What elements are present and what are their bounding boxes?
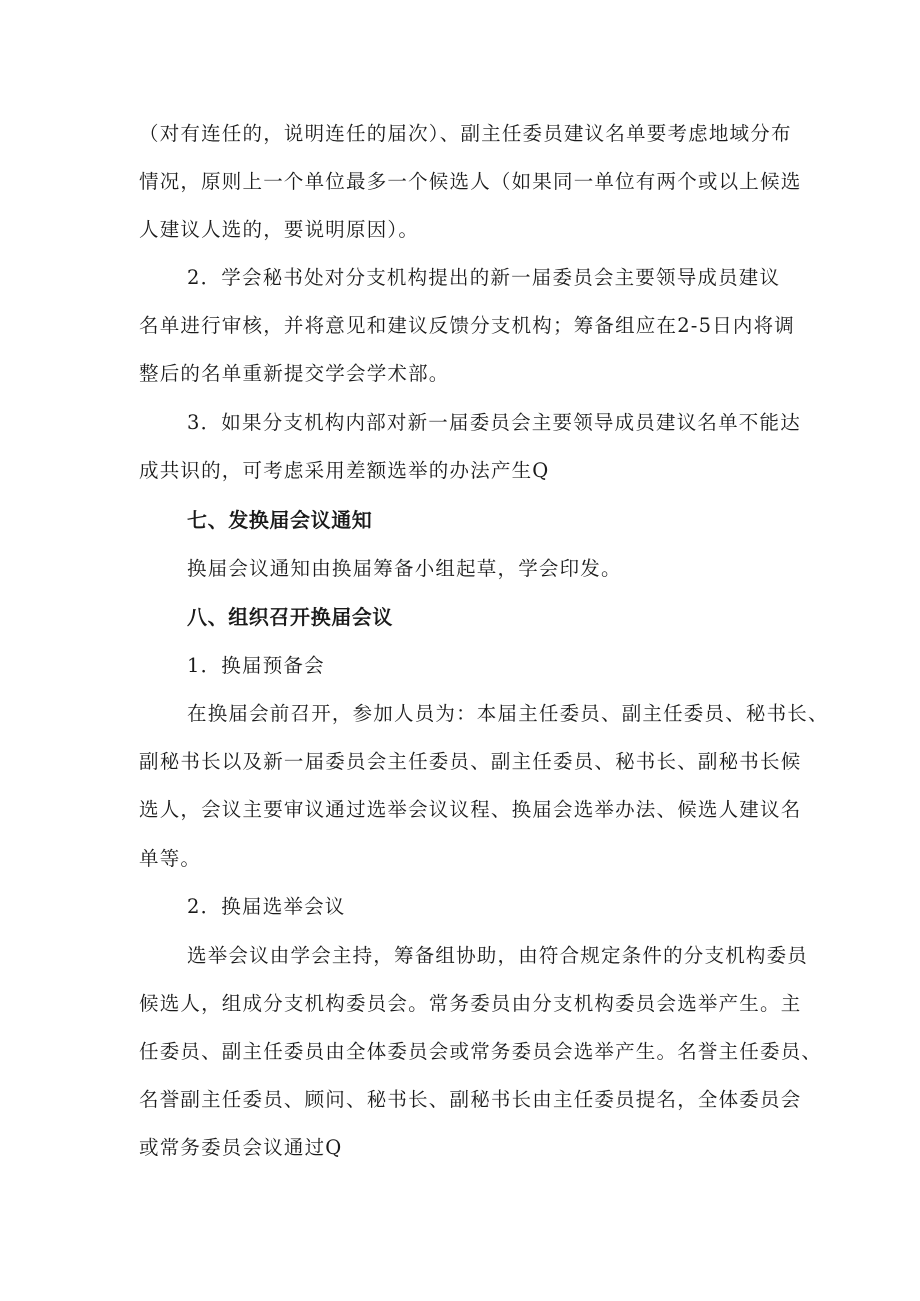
paragraph-line: 选人，会议主要审议通过选举会议议程、换届会选举办法、候选人建议名: [139, 798, 802, 821]
paragraph-line: 或常务委员会议通过Q: [139, 1136, 343, 1159]
paragraph-line: 整后的名单重新提交学会学术部。: [139, 362, 450, 385]
paragraph-line: 换届会议通知由换届筹备小组起草，学会印发。: [187, 557, 622, 580]
paragraph-line: 选举会议由学会主持，筹备组协助，由符合规定条件的分支机构委员: [187, 944, 809, 967]
paragraph-line: 副秘书长以及新一届委员会主任委员、副主任委员、秘书长、副秘书长候: [139, 750, 802, 773]
section-heading: 八、组织召开换届会议: [187, 605, 393, 629]
subsection-heading: 2．换届选举会议: [187, 895, 346, 918]
paragraph-line: 情况，原则上一个单位最多一个候选人（如果同一单位有两个或以上候选: [139, 170, 802, 193]
paragraph-line: （对有连任的，说明连任的届次）、副主任委员建议名单要考虑地域分布: [139, 122, 792, 145]
paragraph-line: 单等。: [139, 847, 202, 870]
paragraph-line: 3．如果分支机构内部对新一届委员会主要领导成员建议名单不能达: [187, 411, 801, 434]
paragraph-line: 在换届会前召开，参加人员为：本届主任委员、副主任委员、秘书长、: [187, 702, 829, 725]
section-heading: 七、发换届会议通知: [187, 508, 373, 532]
paragraph-line: 成共识的，可考虑采用差额选举的办法产生Q: [139, 459, 550, 482]
paragraph-line: 名单进行审核，并将意见和建议反馈分支机构；筹备组应在2-5日内将调: [139, 314, 796, 337]
paragraph-line: 候选人，组成分支机构委员会。常务委员由分支机构委员会选举产生。主: [139, 992, 802, 1015]
paragraph-line: 名誉副主任委员、顾问、秘书长、副秘书长由主任委员提名，全体委员会: [139, 1088, 802, 1111]
subsection-heading: 1．换届预备会: [187, 654, 325, 677]
paragraph-line: 人建议人选的，要说明原因）。: [139, 218, 420, 241]
paragraph-line: 2．学会秘书处对分支机构提出的新一届委员会主要领导成员建议: [187, 266, 781, 289]
paragraph-line: 任委员、副主任委员由全体委员会或常务委员会选举产生。名誉主任委员、: [139, 1040, 823, 1063]
